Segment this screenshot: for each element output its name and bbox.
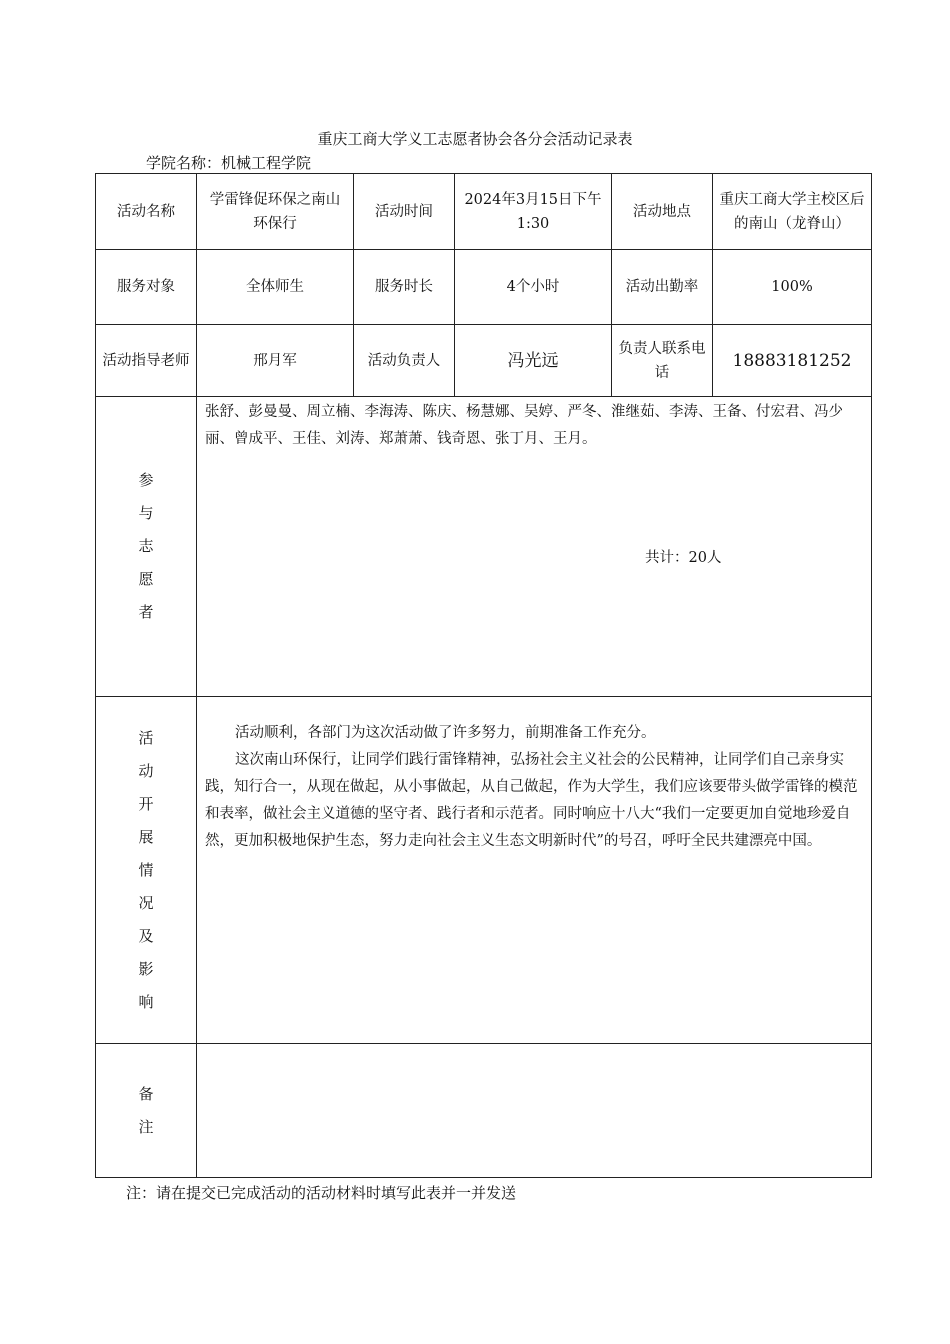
activity-time-value: 2024年3月15日下午1:30 [455, 174, 612, 250]
label-char: 志 [138, 537, 154, 555]
volunteers-content [197, 397, 872, 697]
label-char: 开 [138, 794, 154, 813]
label-char: 况 [138, 893, 154, 912]
table-row [96, 250, 872, 325]
volunteers-label [96, 397, 197, 697]
label-char: 备 [138, 1084, 154, 1103]
activity-paragraph: 这次南山环保行，让同学们践行雷锋精神，弘扬社会主义社会的公民精神，让同学们自己亲身实践，知行合一，从现在做起，从小事做起，从自己做起，作为大学生，我们应该要带头做学雷锋的模范和表率，做社会主义道德的坚守者、践行者和示范者。同时响应十八大“我们一定要更加自觉地珍爱自然，更加积极地保护生态，努力走向社会主义生态文明新时代”的号召，呼吁全民共建漂亮中国。 [205, 752, 858, 849]
label-char: 动 [138, 761, 154, 780]
label-char: 愿 [138, 570, 154, 588]
activity-place-value: 重庆工商大学主校区后的南山（龙脊山） [713, 174, 872, 250]
leader-label: 活动负责人 [354, 325, 455, 397]
college-label: 学院名称： [146, 154, 222, 172]
volunteer-total: 共计：20人 [645, 550, 722, 566]
label-char: 活 [138, 728, 154, 747]
phone-value: 18883181252 [713, 325, 872, 397]
form-title: 重庆工商大学义工志愿者协会各分会活动记录表 [317, 130, 633, 148]
service-duration-value: 4个小时 [455, 250, 612, 325]
record-table [95, 173, 872, 1178]
table-row [96, 174, 872, 250]
label-char: 注 [138, 1117, 154, 1136]
table-row [96, 397, 872, 697]
remarks-label [96, 1044, 197, 1178]
college-value: 机械工程学院 [221, 154, 312, 172]
teacher-label: 活动指导老师 [96, 325, 197, 397]
label-char: 与 [138, 504, 154, 522]
service-target-value: 全体师生 [197, 250, 354, 325]
label-char: 及 [138, 926, 154, 945]
activity-paragraph: 活动顺利，各部门为这次活动做了许多努力，前期准备工作充分。 [235, 725, 656, 741]
activity-content [197, 697, 872, 1044]
label-char: 影 [138, 959, 154, 978]
service-duration-label: 服务时长 [354, 250, 455, 325]
remarks-content [197, 1044, 872, 1178]
teacher-value: 邢月军 [197, 325, 354, 397]
activity-name-label: 活动名称 [96, 174, 197, 250]
label-char: 情 [138, 860, 154, 879]
table-row [96, 1044, 872, 1178]
label-char: 响 [138, 992, 154, 1011]
service-target-label: 服务对象 [96, 250, 197, 325]
label-char: 参 [138, 471, 154, 489]
college-line [146, 152, 311, 173]
leader-value: 冯光远 [455, 325, 612, 397]
attendance-value: 100% [713, 250, 872, 325]
activity-name-value: 学雷锋促环保之南山环保行 [197, 174, 354, 250]
activity-label [96, 697, 197, 1044]
table-row [96, 325, 872, 397]
label-char: 者 [138, 603, 154, 621]
activity-time-label: 活动时间 [354, 174, 455, 250]
phone-label: 负责人联系电话 [612, 325, 713, 397]
label-char: 展 [138, 827, 154, 846]
activity-place-label: 活动地点 [612, 174, 713, 250]
footer-note: 注：请在提交已完成活动的活动材料时填写此表并一并发送 [126, 1184, 517, 1202]
table-row [96, 697, 872, 1044]
volunteer-names: 张舒、彭曼曼、周立楠、李海涛、陈庆、杨慧娜、吴婷、严冬、淮继茹、李涛、王备、付宏君、冯少丽、曾成平、王佳、刘涛、郑萧萧、钱奇恩、张丁月、王月。 [205, 404, 843, 447]
attendance-label: 活动出勤率 [612, 250, 713, 325]
